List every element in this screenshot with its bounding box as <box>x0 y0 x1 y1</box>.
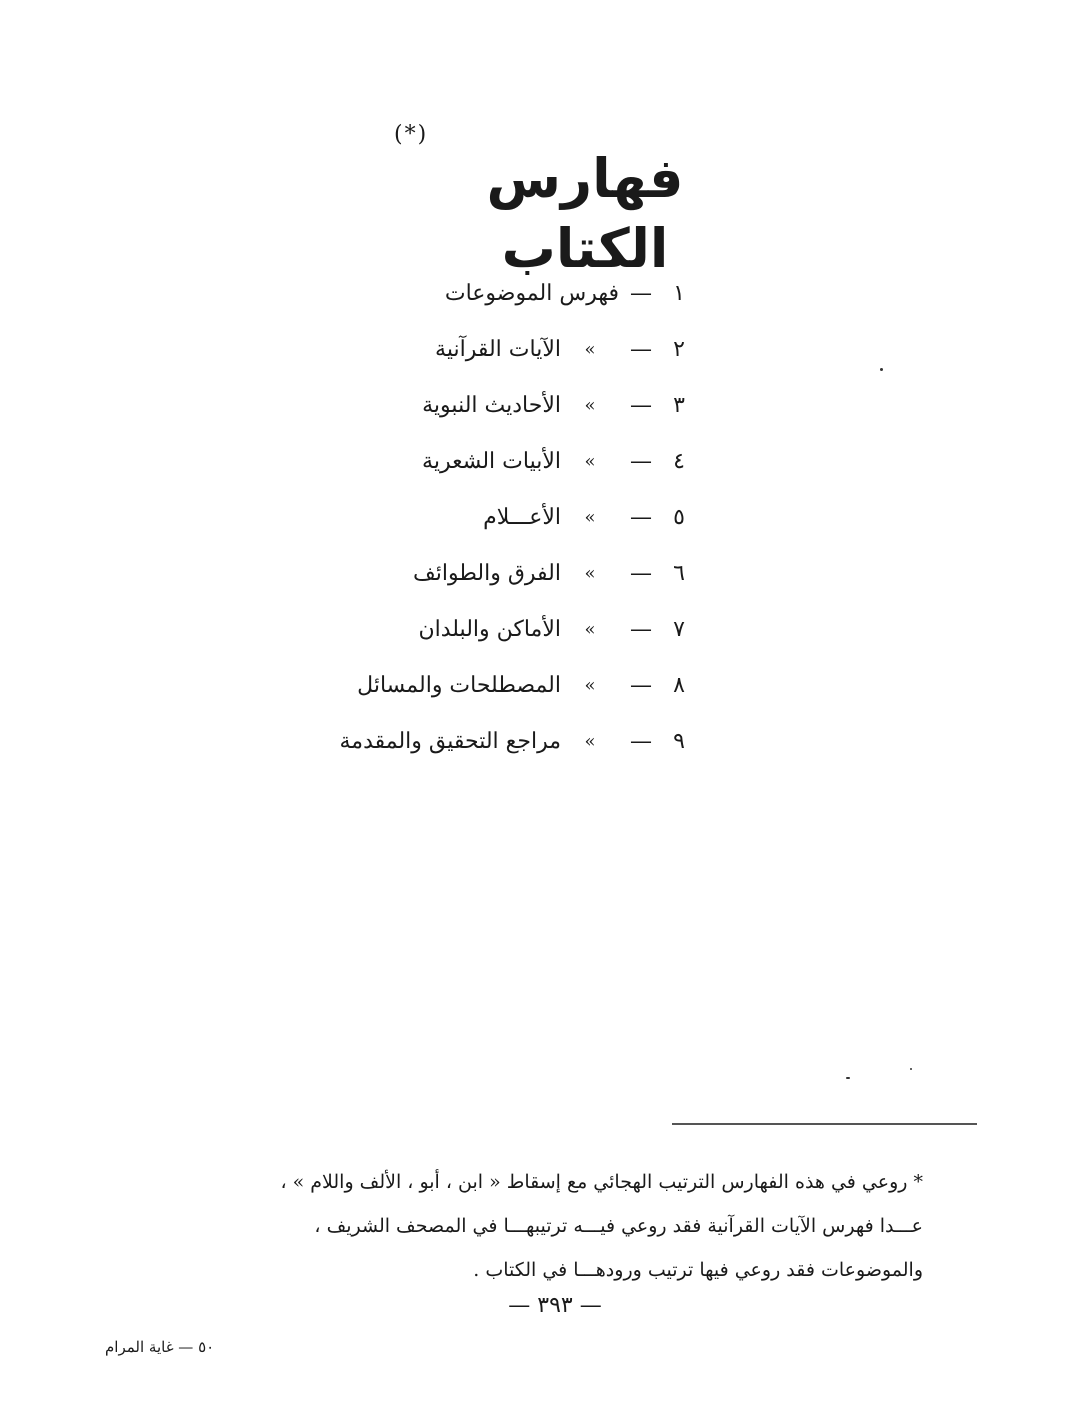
footnote-line: والموضوعات فقد روعي فيها ترتيب ورودهـــا في الكتاب . <box>473 1259 923 1281</box>
table-of-contents <box>300 265 695 769</box>
toc-item-number: ٧ <box>673 616 685 642</box>
toc-item-number: ٣ <box>673 392 685 418</box>
scan-speck <box>846 1077 850 1079</box>
toc-item-dash: — <box>630 280 652 306</box>
toc-item-label: الآيات القرآنية <box>435 336 561 362</box>
toc-item-ditto-mark: » <box>584 674 596 696</box>
toc-item-dash: — <box>630 672 652 698</box>
toc-item-number: ٢ <box>673 336 685 362</box>
toc-item-label: الأحاديث النبوية <box>422 392 561 418</box>
footnote-line: * روعي في هذه الفهارس الترتيب الهجائي مع إسقاط « ابن ، أبو ، الألف واللام » ، <box>280 1171 923 1193</box>
toc-item <box>300 265 695 321</box>
scan-speck <box>910 1068 912 1070</box>
toc-item-ditto-mark: » <box>584 338 596 360</box>
toc-item <box>300 657 695 713</box>
toc-item-number: ٦ <box>673 560 685 586</box>
scan-speck <box>880 368 883 371</box>
toc-item-label: فهرس الموضوعات <box>444 280 619 306</box>
toc-item-number: ٥ <box>673 504 685 530</box>
toc-item-ditto-mark: » <box>584 450 596 472</box>
footnote-line: عـــدا فهرس الآيات القرآنية فقد روعي فيـــه ترتيبهـــا في المصحف الشريف ، <box>314 1215 923 1237</box>
toc-item-dash: — <box>630 560 652 586</box>
toc-item-dash: — <box>630 448 652 474</box>
toc-item <box>300 433 695 489</box>
toc-item-label: الأعـــلام <box>483 504 561 530</box>
toc-item-label: الأبيات الشعرية <box>422 448 561 474</box>
book-signature: ٥٠ — غاية المرام <box>105 1338 215 1356</box>
page-title: فهارس الكتاب <box>486 147 684 280</box>
toc-item-number: ٤ <box>673 448 685 474</box>
toc-item-label: مراجع التحقيق والمقدمة <box>339 728 561 754</box>
toc-item <box>300 601 695 657</box>
toc-item-dash: — <box>630 336 652 362</box>
toc-item <box>300 377 695 433</box>
toc-item <box>300 713 695 769</box>
footnote-divider <box>672 1123 977 1125</box>
toc-item-number: ١ <box>673 280 685 306</box>
toc-item <box>300 545 695 601</box>
toc-item-label: المصطلحات والمسائل <box>357 672 561 698</box>
toc-item-label: الفرق والطوائف <box>412 560 561 586</box>
toc-item <box>300 489 695 545</box>
toc-item-number: ٨ <box>673 672 685 698</box>
toc-item-dash: — <box>630 504 652 530</box>
toc-item-ditto-mark: » <box>584 506 596 528</box>
title-footnote-marker: (*) <box>394 122 429 147</box>
toc-item-ditto-mark: » <box>584 394 596 416</box>
toc-item-dash: — <box>630 392 652 418</box>
toc-item-ditto-mark: » <box>584 562 596 584</box>
toc-item-dash: — <box>630 728 652 754</box>
footnote <box>185 1160 923 1292</box>
toc-item-dash: — <box>630 616 652 642</box>
toc-item-ditto-mark: » <box>584 618 596 640</box>
page-number: — ٣٩٣ — <box>508 1293 602 1318</box>
toc-item <box>300 321 695 377</box>
toc-item-number: ٩ <box>673 728 685 754</box>
toc-item-ditto-mark: » <box>584 730 596 752</box>
toc-item-label: الأماكن والبلدان <box>418 616 561 642</box>
title-block <box>380 122 720 280</box>
